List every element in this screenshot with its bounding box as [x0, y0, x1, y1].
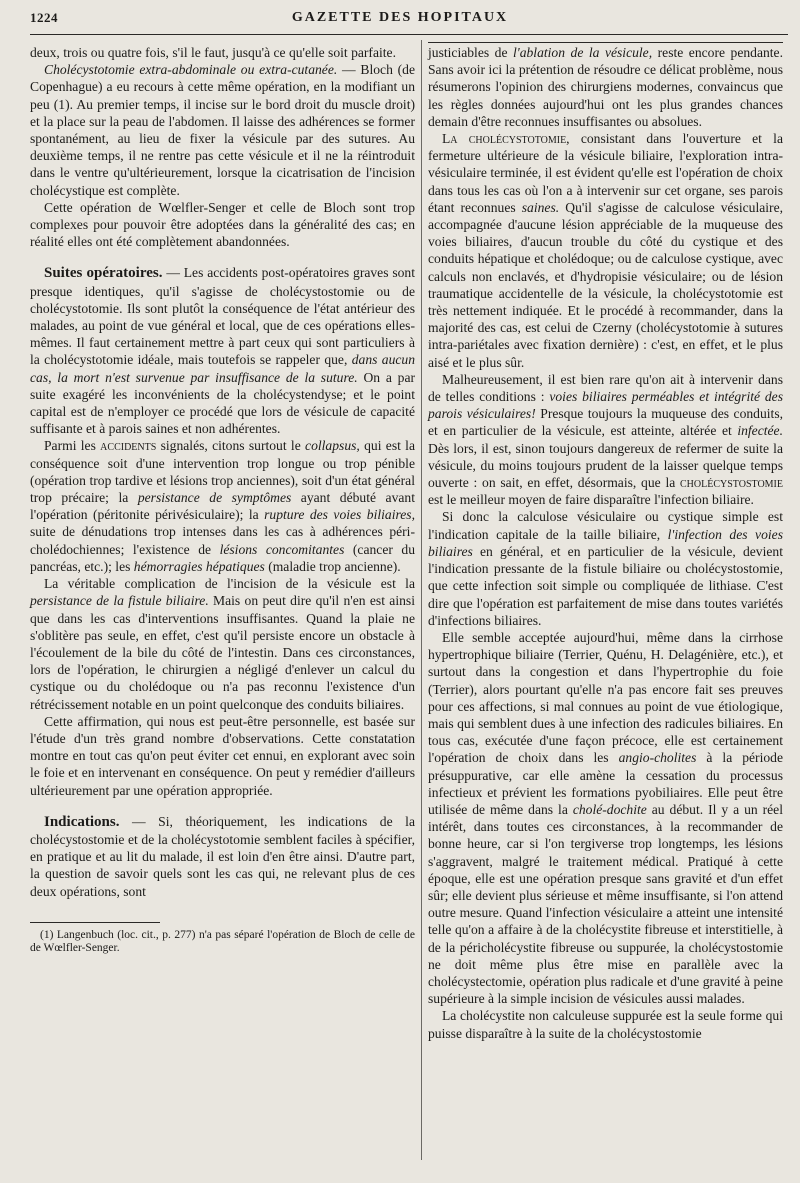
- section-subtitle: Cholécystotomie extra-abdominale ou extra-cutanée.: [44, 62, 338, 78]
- page-header: [0, 6, 800, 36]
- page-number: 1224: [30, 10, 58, 25]
- left-column: [30, 44, 415, 956]
- paragraph: justiciables de l'ablation de la vésicule, reste encore pendante. Sans avoir ici la prétention de résoudre ce délicat problème, nous résumerons l'opinion des chirurgiens modernes, convaincus que les règles données aujourd'hui ont les plus grandes chances demain d'être reconnues insuffisantes ou absolues.: [428, 45, 783, 129]
- right-column-top-rule: [428, 42, 783, 43]
- paragraph: Si donc la calculose vésiculaire ou cystique simple est l'indication capitale de la taille biliaire, l'infection des voies biliaires en général, et en particulier de la vésicule, devient l'indication pressante de la fistule biliaire ou cholécystostomie, que cette infection soit simple ou compliquée de lithiase. C'est dire que l'opération est parfaitement de mise dans toutes variétés d'infections biliaires.: [428, 509, 783, 628]
- paragraph: Cette opération de Wœlfler-Senger et celle de Bloch sont trop complexes pour pouvoir être adoptées dans la généralité des cas; en réalité elles ont été complètement abandonnées.: [30, 199, 415, 250]
- paragraph-cholecystotomie: La cholécystotomie, consistant dans l'ouverture et la fermeture ultérieure de la vésicule biliaire, l'exploration intra-vésiculaire terminée, il est évident qu'elle est l'opération de choix dans tous les cas où l'on a à intervenir sur cet organe, ses parois étant reconnues saines. Qu'il s'agisse de calculose vésiculaire, accompagnée d'aucune lésion appréciable de la muqueuse des voies biliaires, d'aucun trouble du côté du cystique et des conduits hépatique et cholédoque; ou de calculose cystique, avec calculs non enclavés, et d'hydropisie vésiculaire; ou de lésion traumatique accidentelle de la vésicule, la cholécystotomie est très nettement indiquée. Et le procédé à recommander, dans la majorité des cas, est celui de Czerny (cholécystotomie à sutures intra-pariétales avec fixation dernière) : c'est, en effet, et le plus aisé et le plus sûr.: [428, 131, 783, 370]
- paragraph: Cette affirmation, qui nous est peut-être personnelle, est basée sur l'étude d'un très grand nombre d'observations. Cette constatation montre en tout cas qu'on peut éviter cet ennui, en explorant avec soin le foie et en intervenant en conséquence. On peut y remédier d'ailleurs ultérieurement par une opération appropriée.: [30, 713, 415, 798]
- section-heading: Suites opératoires.: [44, 265, 163, 282]
- footnote-rule: [30, 922, 160, 923]
- paragraph-indications: Indications. — Si, théoriquement, les indications de la cholécystostomie et de la cholécystotomie semblent faciles à spécifier, en pratique et au lit du malade, il est loin d'en être ainsi. D'autre part, la question de savoir quels sont les cas qui, ne relevant plus de ces deux opérations, sont: [30, 813, 415, 899]
- paragraph: Elle semble acceptée aujourd'hui, même dans la cirrhose hypertrophique biliaire (Terrier, Quénu, H. Delagénière, etc.), et surtout dans la congestion et dans l'hypertrophie du foie (Terrier), alors pourtant qu'elle n'a pas encore fait ses preuves pour ces affections, si mal connues au point de vue étiologique, mais qui semblent dues à une infection des radicules biliaires. En tous cas, exécutée d'une façon précoce, elle est certainement l'opération de choix dans les angio-cholites à la période présuppurative, car elle amène la cessation du processus infectieux et prévient les formations pyobiliaires. Elle peut être utilisée de même dans la cholé-dochite au début. Il y a un réel intérêt, dans toutes ces circonstances, à la recommander de bonne heure, car si l'on tergiverse trop longtemps, les lésions s'aggravent, malgré le traitement médical. Pratiqué à cette époque, elle est une opération presque sans gravité et d'un effet sûr; elle devient plus sérieuse et même insuffisante, si l'on attend outre mesure. Quand l'infection vésiculaire a atteint une intensité telle qu'on a affaire à de la cholécystite fibreuse et interstitielle, à de la péricholécystite fibreuse ou suppurée, la cholécystostomie ne doit même plus être mise en parallèle avec la cholécystectomie, opération plus radicale et d'une gravité à peine supérieure à la simple incision de vésicules aussi malades.: [428, 629, 783, 1007]
- paragraph-complication: La véritable complication de l'incision de la vésicule est la persistance de la fistule biliaire. Mais on peut dire qu'il n'en est ainsi que dans les cas d'interventions insuffisantes. Quand la plaie ne s'oblitère pas seule, en effet, c'est qu'il persiste encore un obstacle à l'écoulement de la bile du côté de l'intestin. Dans ces circonstances, lors de l'opération, le chirurgien a négligé d'enlever un calcul du cystique ou du cholédoque ou n'a pas reconnu l'existence d'un rétrécissement notable en un point quelconque des conduits biliaires.: [30, 576, 415, 712]
- header-rule: [30, 34, 788, 35]
- footnote: (1) Langenbuch (loc. cit., p. 277) n'a pas séparé l'opération de Bloch de celle de de Wœlfler-Senger.: [30, 928, 415, 955]
- paragraph: La cholécystite non calculeuse suppurée est la seule forme qui puisse disparaître à la suite de la cholécystostomie: [428, 1008, 783, 1041]
- running-title: GAZETTE DES HOPITAUX: [291, 10, 509, 25]
- paragraph-bloch: Cholécystotomie extra-abdominale ou extra-cutanée. — Bloch (de Copenhague) a eu recours à cette même opération, en la modifiant un peu (1). Au premier temps, il incise sur le bord droit du muscle droit) et la place sur la peau de l'abdomen. Il laisse des adhérences se former spontanément, au lieu de fixer la vésicule par des sutures. Au deuxième temps, il ne rentre pas cette vésicule et il ne la réintroduit dans le ventre qu'ultérieurement, lorsque la cicatrisation de l'incision cholécystique est complète.: [30, 62, 415, 198]
- column-divider: [421, 40, 422, 1160]
- paragraph: deux, trois ou quatre fois, s'il le faut, jusqu'à ce qu'elle soit parfaite.: [30, 45, 396, 60]
- right-column: [428, 44, 783, 1042]
- paragraph-accidents: Parmi les accidents signalés, citons surtout le collapsus, qui est la conséquence soit d'une intervention trop longue ou trop pénible (opération trop tardive et lésions trop anciennes), soit d'un état général trop précaire; la persistance de symptômes ayant débuté avant l'opération (péritonite périvésiculaire); la rupture des voies biliaires, suite de dénudations trop intenses dans les cas à adhérences péri-cholédochiennes; l'existence de lésions concomitantes (cancer du pancréas, etc.); les hémorragies hépatiques (maladie trop ancienne).: [30, 438, 415, 574]
- paragraph-suites: Suites opératoires. — Les accidents post-opératoires graves sont presque identiques, qu'il s'agisse de cholécystostomie ou de cholécystotomie. Ils sont plutôt la conséquence de l'état antérieur des malades, au point de vue général et local, que de ces opérations elles-mêmes. Il faut certainement mettre à part ceux qui sont particuliers à la cholécystotomie idéale, mais toutefois se rappeler que, dans aucun cas, la mort n'est survenue par insuffisance de la suture. On a par suite exagéré les inconvénients de la cholécystendyse; et le point capital est de n'employer ce procédé que lors de vésicule de capacité suffisante et à parois saines et non adhérentes.: [30, 265, 416, 437]
- section-heading: Indications.: [44, 813, 120, 830]
- paragraph: Malheureusement, il est bien rare qu'on ait à intervenir dans de telles conditions : voies biliaires perméables et intégrité des parois vésiculaires! Presque toujours la muqueuse des conduits, et en particulier de la vésicule, est atteinte, altérée et infectée. Dès lors, il est, sinon toujours dangereux de refermer de suite la vésicule, du moins toujours prudent de la laisser quelque temps ouverte : on sait, en effet, désormais, que la cholécystostomie est le meilleur moyen de faire disparaître l'infection biliaire.: [428, 371, 784, 508]
